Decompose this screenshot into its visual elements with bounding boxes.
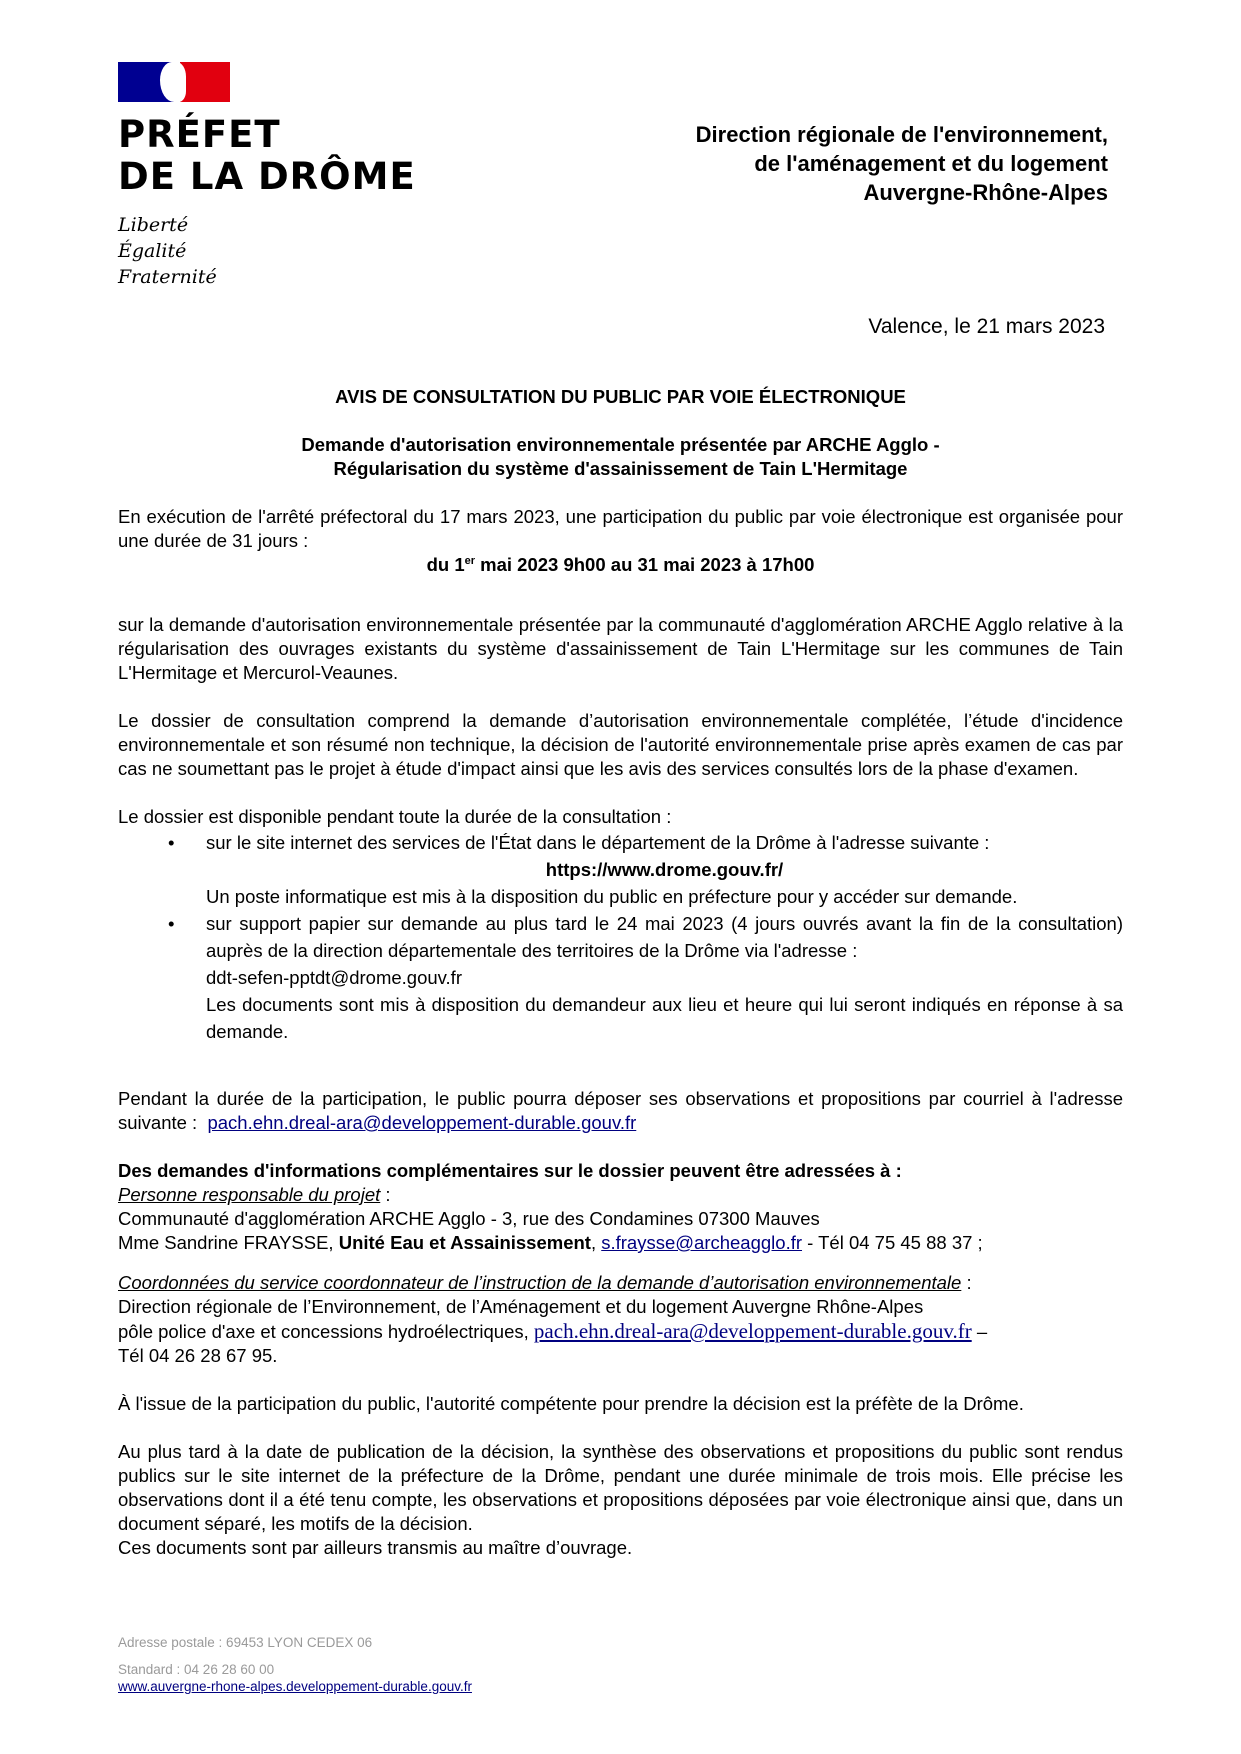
footer-phone: Standard : 04 26 28 60 00 <box>118 1662 275 1677</box>
notice-body <box>118 385 1123 1560</box>
publication-paragraph: Au plus tard à la date de publication de la décision, la synthèse des observations et propositions du public sont rendus publics sur le site internet de la préfecture de la Drôme, pendant une durée minimale de trois mois. Elle précise les observations dont il a été tenu compte, les observations et propositions déposées par voie électronique ainsi que, dans un document séparé, les motifs de la décision. <box>118 1441 1123 1534</box>
info-heading: Des demandes d'informations complémentaires sur le dossier peuvent être adressées à : <box>118 1160 902 1181</box>
prefecture-name: PRÉFET DE LA DRÔME <box>118 113 416 198</box>
ddt-email[interactable]: ddt-sefen-pptdt@drome.gouv.fr <box>206 967 462 988</box>
list-item: • sur support papier sur demande au plus tard le 24 mai 2023 (4 jours ouvrés avant la fin de la consultation) auprès de la direction départementale des territoires de la Drôme via l'adresse : ddt-sefen-pptdt@drome.gouv.fr Les documents sont mis à disposition du demandeur aux lieu et heure qui lui seront indiqués en réponse à sa demande. <box>118 910 1123 1045</box>
prefecture-logo <box>118 62 418 290</box>
marianne-flag-icon <box>118 62 230 102</box>
service-contact-phone: Tél 04 26 28 67 95. <box>118 1345 278 1366</box>
page-footer <box>118 1634 472 1695</box>
notice-title: AVIS DE CONSULTATION DU PUBLIC PAR VOIE ÉLECTRONIQUE <box>335 386 906 407</box>
service-contact-email-link[interactable]: pach.ehn.dreal-ara@developpement-durable.gouv.fr <box>533 1319 972 1343</box>
footer-address: Adresse postale : 69453 LYON CEDEX 06 <box>118 1635 373 1650</box>
service-contact-label: Coordonnées du service coordonnateur de l’instruction de la demande d’autorisation environnementale : <box>118 1272 972 1293</box>
consultation-period: du 1er mai 2023 9h00 au 31 mai 2023 à 17h00 <box>426 554 815 575</box>
participation-paragraph: Pendant la durée de la participation, le public pourra déposer ses observations et propositions par courriel à l'adresse suivante : pach.ehn.dreal-ara@developpement-durable.gouv.fr <box>118 1088 1123 1133</box>
dossier-paragraph: Le dossier de consultation comprend la demande d’autorisation environnementale complétée, l’étude d'incidence environnementale et son résumé non technique, la décision de l'autorité environnementale prise après examen de cas par cas ne soumettant pas le projet à étude d'impact ainsi que les avis des services consultés lors de la phase d'examen. <box>118 710 1123 779</box>
project-contact-email-link[interactable]: s.fraysse@archeagglo.fr <box>601 1232 803 1253</box>
authority-paragraph: À l'issue de la participation du public, l'autorité compétente pour prendre la décision est la préfète de la Drôme. <box>118 1393 1024 1414</box>
project-contact-person: Mme Sandrine FRAYSSE, Unité Eau et Assainissement, s.fraysse@archeagglo.fr - Tél 04 75 45 88 37 ; <box>118 1232 983 1253</box>
issuing-authority: Direction régionale de l'environnement, de l'aménagement et du logement Auvergne-Rhône-Alpes <box>695 122 1108 205</box>
list-item: • sur le site internet des services de l'État dans le département de la Drôme à l'adresse suivante : https://www.drome.gouv.fr/ Un poste informatique est mis à la disposition du public en préfecture pour y accéder sur demande. <box>118 829 1123 910</box>
project-contact-label: Personne responsable du projet : <box>118 1184 391 1205</box>
bullet-icon: • <box>168 832 175 853</box>
intro-paragraph: En exécution de l'arrêté préfectoral du 17 mars 2023, une participation du public par voie électronique est organisée pour une durée de 31 jours : <box>118 506 1123 551</box>
availability-list <box>118 829 1123 1045</box>
project-contact-address: Communauté d'agglomération ARCHE Agglo - 3, rue des Condamines 07300 Mauves <box>118 1208 820 1229</box>
dateline: Valence, le 21 mars 2023 <box>868 315 1105 338</box>
service-contact-line2: pôle police d'axe et concessions hydroélectriques, pach.ehn.dreal-ara@developpement-durable.gouv.fr – <box>118 1319 988 1343</box>
request-paragraph: sur la demande d'autorisation environnementale présentée par la communauté d'agglomération ARCHE Agglo relative à la régularisation des ouvrages existants du système d'assainissement de Tain L'Hermitage sur les communes de Tain L'Hermitage et Mercurol-Veaunes. <box>118 614 1123 683</box>
motto: Liberté Égalité Fraternité <box>118 214 217 288</box>
service-contact-line1: Direction régionale de l’Environnement, de l’Aménagement et du logement Auvergne Rhône-Alpes <box>118 1296 924 1317</box>
transmission-paragraph: Ces documents sont par ailleurs transmis au maître d’ouvrage. <box>118 1537 633 1558</box>
notice-subtitle: Demande d'autorisation environnementale présentée par ARCHE Agglo - Régularisation du système d'assainissement de Tain L'Hermitage <box>301 434 940 479</box>
participation-email-link[interactable]: pach.ehn.dreal-ara@developpement-durable.gouv.fr <box>207 1112 637 1133</box>
availability-intro: Le dossier est disponible pendant toute la durée de la consultation : <box>118 806 672 827</box>
footer-website-link[interactable]: www.auvergne-rhone-alpes.developpement-durable.gouv.fr <box>118 1679 472 1694</box>
drome-website-link[interactable]: https://www.drome.gouv.fr/ <box>545 859 784 880</box>
bullet-icon: • <box>168 913 175 934</box>
